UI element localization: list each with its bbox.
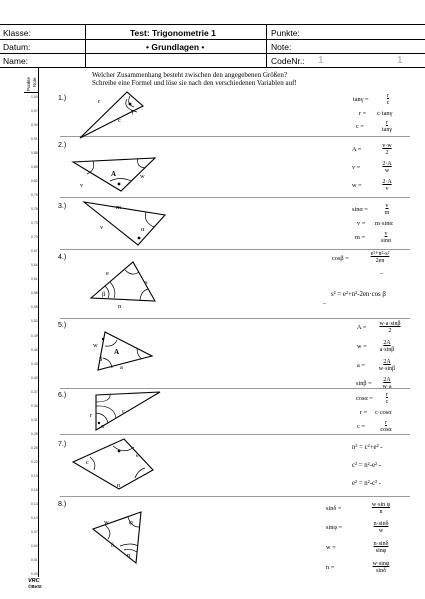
formula-6-2-lhs: r = [360,409,368,416]
scale-tick: 0,61 [31,277,38,282]
scale-tick: 0,55 [31,305,38,310]
label-3-alpha: α [141,226,145,233]
scale-tick: 0,91 [31,137,38,142]
formula-5-2-frac: $\frac{2A}{a\cdot\sin\beta}$ [379,340,395,353]
triangle-3 [84,202,165,245]
triangle-1 [80,92,143,138]
label-7-n: n [117,482,121,489]
right-angle-dot-6 [98,422,100,424]
angle-arc-5a [105,340,117,346]
label-8-delta: δ [111,542,115,549]
label-6-c: c [122,408,125,415]
exercise-number-2: 2.) [58,142,67,149]
label-7-c: c [86,459,89,466]
scale-tick: 0,76 [31,207,38,212]
formula-8-3-frac: $\frac{n\cdot\sin\delta}{\sin\varphi}$ [373,541,389,554]
formula-8-2-frac: $\frac{n\cdot\sin\delta}{w}$ [373,521,389,534]
formula-8-4-frac: $\frac{w\cdot\sin\varphi}{\sin\delta}$ [372,561,390,574]
logo-line-1: VRC [28,578,40,584]
scale-tick: 0,49 [31,333,38,338]
formula-5-2-lhs: w = [357,343,367,350]
label-4-beta: β [102,291,106,298]
formula-5-4-frac: $\frac{2A}{w\cdot a}$ [382,377,392,390]
label-1-gamma: γ [131,108,134,115]
formula-6-3-frac: $\frac{r}{\cos\alpha}$ [380,420,392,433]
scale-tick: 0,13 [31,501,38,506]
angle-arc-4c [125,270,139,274]
scale-tick: 0,58 [31,291,38,296]
angle-arc-2a [87,161,94,174]
scale-tick: 0,79 [31,193,38,198]
exercise-number-4: 4.) [58,254,67,261]
quad-7-outline [73,439,153,489]
exercise-number-7: 7.) [58,441,67,448]
formula-1-1-frac: $\frac{r}{c}$ [386,93,390,106]
label-4-n: n [118,303,122,310]
label-1-r: r [98,98,101,105]
formula-8-1-frac: $\frac{\text{w·sin φ}}{n}$ [371,502,391,515]
label-8-phi: φ [129,519,133,526]
formula-7-1: n² = c²+e² - [352,444,383,451]
formula-8-3-lhs: w = [326,544,336,551]
angle-arc-7c [135,468,145,478]
triangle-5 [98,332,152,370]
right-angle-dot-2 [118,183,121,186]
formula-4-dash-2: – [323,300,327,307]
right-angle-dot-3 [138,237,141,240]
formula-1-1-lhs: tanγ = [353,96,369,103]
scale-tick: 0,01 [31,557,38,562]
label-5-beta: β [99,356,103,363]
formula-7-3: e² = n²-c² - [352,480,382,487]
exercise-number-8: 8.) [58,501,67,508]
name-label: Name: [3,56,29,66]
formula-3-3-lhs: m = [355,234,366,241]
scale-tick: 0,82 [31,179,38,184]
angle-arc-8a [105,525,110,539]
formula-5-1-frac: $\frac{w\cdot a\cdot\sin\beta}{2}$ [379,321,401,334]
test-subtitle: • Grundlagen • [146,42,205,52]
triangle-6 [96,392,160,430]
angle-arc-2c [110,179,131,182]
formula-6-1-frac: $\frac{r}{c}$ [385,392,389,405]
angle-arc-6b [96,406,116,418]
formula-6-1-lhs: cosα = [356,395,373,402]
label-5-A: A [114,348,120,356]
scale-tick: 0,52 [31,319,38,324]
scale-tick: 0,31 [31,417,38,422]
scale-tick: 0,97 [31,109,38,114]
note-label: Note: [271,42,292,52]
angle-arc-2b [138,158,145,168]
formula-7-2: c² = n²-e² - [352,462,382,469]
scale-tick: 0,10 [31,515,38,520]
right-angle-dot-1 [129,103,132,106]
label-5-w: w [93,342,98,349]
scale-tick: 0,37 [31,389,38,394]
formula-2-2-frac: $\frac{2\cdot A}{w}$ [382,161,392,174]
scale-tick: 0,88 [31,151,38,156]
scale-tick: 0,04 [31,543,38,548]
scale-tick: 0,28 [31,431,38,436]
formula-3-2-rhs: m·sinα [375,220,393,227]
codenr-label: CodeNr.: [271,56,305,66]
triangle-8 [93,512,141,563]
logo-line-2: ©BeSt [28,584,42,589]
label-2-A: A [111,170,117,178]
angle-arc-8c [124,549,137,552]
formula-2-2-lhs: v = [352,164,361,171]
scale-tick: 0,67 [31,249,38,254]
instruction-line-2: Schreibe eine Formel und löse sie nach den verschiedenen Variablen auf! [92,79,297,87]
right-angle-dot-5 [102,338,104,340]
formula-4-2: s² = e²+n²-2en·cos β [331,291,386,298]
label-3-v: v [100,224,104,231]
angle-arc-4d [140,289,148,300]
code-value-1: 1 [318,55,324,66]
scale-tick: 0,25 [31,445,38,450]
scale-tick: 0,00 [31,572,38,576]
formula-6-3-lhs: c = [357,423,365,430]
scale-col-punkte: Punkte [26,76,31,91]
instruction-line-1: Welcher Zusammenhang besteht zwischen den angegebenen Größen? [92,71,287,79]
formula-1-2-rhs: c·tanγ [377,110,393,117]
formula-3-1-lhs: sinα = [352,206,368,213]
formula-5-1-lhs: A = [357,324,367,331]
scale-tick: 0,22 [31,459,38,464]
scale-tick: 0,46 [31,347,38,352]
formula-5-3-lhs: a = [357,362,365,369]
label-8-w: w [104,519,109,526]
scale-tick: 0,43 [31,361,38,366]
exercise-number-3: 3.) [58,203,67,210]
formula-8-2-lhs: sinφ = [326,524,343,531]
label-4-e: e [106,270,109,277]
scale-col-note: Note [32,77,37,87]
formula-4-1-lhs: cosβ = [332,255,349,262]
formula-8-4-lhs: n = [326,564,335,571]
scale-tick: 0,07 [31,529,38,534]
angle-arc-7a [90,457,95,470]
formula-5-3-frac: $\frac{2A}{w\cdot\sin\beta}$ [378,359,396,372]
right-angle-dot-7 [118,450,121,453]
formula-2-3-frac: $\frac{2\cdot A}{v}$ [382,179,392,192]
exercise-number-1: 1.) [58,95,67,102]
formula-4-dash: – [380,270,384,277]
datum-label: Datum: [3,42,31,52]
scale-tick: 0,19 [31,473,38,478]
label-3-m: m [116,204,122,211]
label-6-r: r [90,412,93,419]
formula-5-4-lhs: sinβ = [356,380,372,387]
scale-tick: 0,73 [31,221,38,226]
exercise-number-6: 6.) [58,392,67,399]
angle-arc-4a [105,286,109,298]
formula-1-3-lhs: c = [356,123,364,130]
formula-2-1-lhs: A = [352,146,362,153]
formula-8-1-lhs: sinδ = [326,505,342,512]
angle-arc-4b [110,282,115,298]
label-2-v: v [80,182,84,189]
exercise-number-5: 5.) [58,322,67,329]
formula-2-3-lhs: w = [352,182,362,189]
klasse-label: Klasse: [3,28,31,38]
label-2-w: w [140,173,145,180]
scale-tick: 1,00 [31,95,38,99]
formula-3-3-frac: $\frac{v}{\sin\alpha}$ [380,231,392,244]
test-title: Test: Trigonometrie 1 [130,28,216,38]
angle-arc-3 [145,212,154,227]
scale-tick: 0,16 [31,487,38,492]
formula-1-2-lhs: r = [359,110,367,117]
publisher-logo [28,579,42,589]
angle-arc-6a [96,413,108,423]
punkte-label: Punkte: [271,28,300,38]
angle-arc-8d [120,544,138,546]
code-value-2: 1 [397,55,403,66]
scale-tick: 0,40 [31,375,38,380]
scale-tick: 0,64 [31,263,38,268]
scale-tick: 0,34 [31,403,38,408]
scale-tick: 0,70 [31,235,38,240]
formula-2-1-frac: $\frac{v\cdot w}{2}$ [382,143,392,156]
formula-6-2-rhs: c·cosα [375,409,392,416]
scale-tick: 0,85 [31,165,38,170]
formula-3-2-lhs: v = [357,220,366,227]
formula-3-1-frac: $\frac{v}{m}$ [384,203,390,216]
label-8-n: n [127,552,131,559]
formula-4-1-frac: $\frac{\text{e²+n²-s²}}{2en}$ [370,251,390,264]
label-7-e: e [136,452,139,459]
label-5-a: a [120,364,123,371]
label-4-s: s [145,279,148,286]
formula-1-3-frac: $\frac{r}{\tan\gamma}$ [382,120,392,133]
scale-tick: 0,94 [31,123,38,128]
label-1-c: c [118,117,121,124]
label-6-alpha: α [101,424,105,430]
